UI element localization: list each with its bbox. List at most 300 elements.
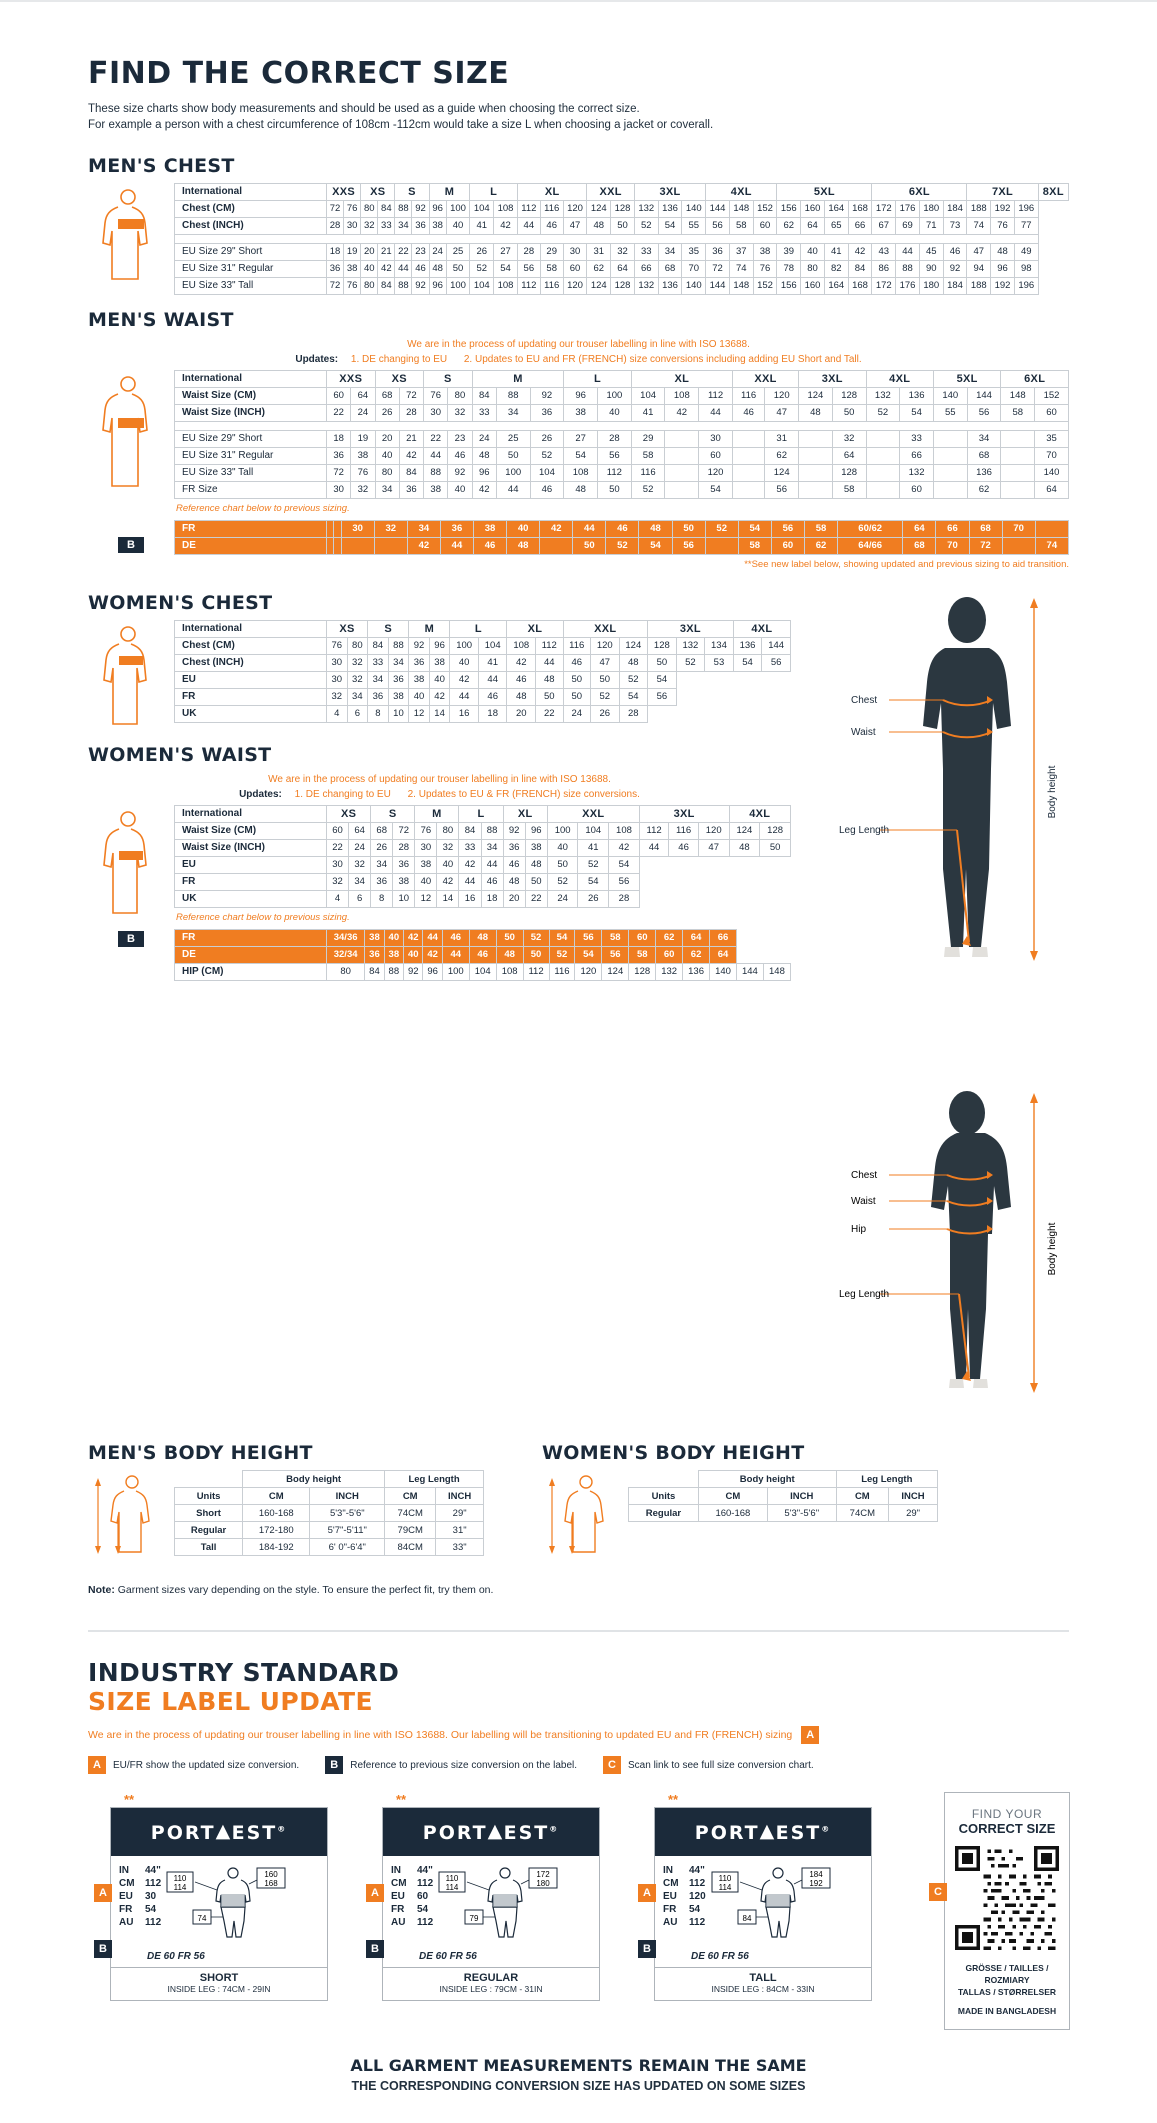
row-label: FR xyxy=(175,689,327,706)
cell: 26 xyxy=(578,891,609,908)
cell: 30 xyxy=(341,521,374,538)
cell: 44 xyxy=(395,261,412,278)
size-conversion-list xyxy=(119,1864,161,1945)
cell: 36 xyxy=(327,261,344,278)
cell: 40 xyxy=(507,521,540,538)
cell: 96 xyxy=(564,388,598,405)
previous-size-row xyxy=(175,521,1069,538)
cell: 64/66 xyxy=(838,538,903,555)
badge-c: C xyxy=(929,1883,947,1901)
cell: 48 xyxy=(587,218,611,235)
legend-item-b xyxy=(325,1756,577,1774)
table-row xyxy=(175,405,1069,422)
label-size-area xyxy=(655,1856,871,1949)
brand-header xyxy=(383,1808,599,1856)
cell: 56 xyxy=(967,405,1001,422)
cell xyxy=(732,431,764,448)
cell: 41 xyxy=(478,655,507,672)
row-label: Tall xyxy=(175,1539,243,1556)
cell: 19 xyxy=(351,431,375,448)
svg-text:114: 114 xyxy=(718,1883,732,1892)
cell: 144 xyxy=(736,964,763,981)
size-group: XXL xyxy=(587,184,635,201)
cell: 46 xyxy=(540,218,563,235)
industry-line-text: We are in the process of updating our trouser labelling in line with ISO 13688. Our labelling will be transitioning to updated EU and FR (FRENCH) sizing xyxy=(88,1728,793,1741)
row-label: FR xyxy=(175,521,327,538)
cell: 50 xyxy=(446,261,470,278)
cell: 42 xyxy=(399,448,423,465)
subheader-inch: INCH xyxy=(436,1488,484,1505)
cell xyxy=(665,448,699,465)
cell: 42 xyxy=(540,521,573,538)
cell: 46 xyxy=(481,874,503,891)
cell: 168 xyxy=(848,278,872,295)
table-header-row xyxy=(175,184,1069,201)
label-body-height: Body height xyxy=(1047,765,1058,819)
cell: 55 xyxy=(933,405,967,422)
cell: 192 xyxy=(991,278,1015,295)
table-row xyxy=(175,874,791,891)
size-group: XL xyxy=(517,184,586,201)
cell: 38 xyxy=(753,244,777,261)
cell: 54 xyxy=(494,261,518,278)
update-prefix: Updates: xyxy=(295,354,339,365)
cell: 14 xyxy=(429,706,450,723)
cell: 124 xyxy=(587,278,611,295)
page-title: FIND THE CORRECT SIZE xyxy=(88,56,510,91)
badge-a: A xyxy=(638,1884,656,1902)
cell: 44 xyxy=(478,672,507,689)
cell: 160 xyxy=(801,201,825,218)
mens-waist-table xyxy=(174,370,1069,499)
womens-chest-body xyxy=(175,638,791,723)
cell: 52 xyxy=(578,857,609,874)
qr-footer xyxy=(955,1962,1059,2017)
cell: 47 xyxy=(967,244,991,261)
cell: 160-168 xyxy=(698,1505,767,1522)
cell xyxy=(665,431,699,448)
row-label: EU Size 31" Regular xyxy=(175,261,327,278)
badge-a: A xyxy=(366,1884,384,1902)
cell: 42 xyxy=(665,405,699,422)
cell: 108 xyxy=(609,823,640,840)
size-row xyxy=(119,1877,161,1890)
cell: 66 xyxy=(936,521,969,538)
cell: 36 xyxy=(706,244,730,261)
cell: 38 xyxy=(429,218,446,235)
cell: 32 xyxy=(361,218,378,235)
badge-a: A xyxy=(88,1756,106,1774)
table-row xyxy=(175,1539,484,1556)
cell xyxy=(866,448,900,465)
brand-name: PORT▲EST® xyxy=(150,1820,288,1844)
cell: 88 xyxy=(395,278,412,295)
cell: 92 xyxy=(530,388,564,405)
cell: 84 xyxy=(378,278,395,295)
cell: 52 xyxy=(676,655,705,672)
cell: 116 xyxy=(540,278,563,295)
cell: 48 xyxy=(525,857,547,874)
cell: 48 xyxy=(507,689,536,706)
spacer-cell xyxy=(175,1471,243,1488)
size-group: 4XL xyxy=(706,184,777,201)
cell xyxy=(1002,538,1035,555)
cell: 40 xyxy=(375,448,399,465)
label-footer xyxy=(655,1967,871,2000)
table-header-row xyxy=(175,1471,484,1488)
cell: 112 xyxy=(517,201,540,218)
label-chest: Chest xyxy=(851,1170,878,1181)
row-label: EU xyxy=(175,857,327,874)
cell: 53 xyxy=(705,655,734,672)
cell: 47 xyxy=(590,655,619,672)
cell: 32 xyxy=(437,840,459,857)
cell: 54 xyxy=(738,521,771,538)
cell: 196 xyxy=(1014,201,1038,218)
cell: 54 xyxy=(658,218,682,235)
cell: 46 xyxy=(448,448,472,465)
cell: 88 xyxy=(496,388,530,405)
cell: 54 xyxy=(900,405,934,422)
cell: 35 xyxy=(682,244,706,261)
cell: 38 xyxy=(365,930,384,947)
cell: 42 xyxy=(848,244,872,261)
size-group: XS xyxy=(327,806,371,823)
cell: 44 xyxy=(442,947,469,964)
cell: 47 xyxy=(563,218,587,235)
size-group: 4XL xyxy=(729,806,790,823)
size-group: 8XL xyxy=(1038,184,1068,201)
cell: 48 xyxy=(991,244,1015,261)
label-figure xyxy=(710,1864,832,1945)
svg-text:79: 79 xyxy=(469,1914,479,1923)
qr-card xyxy=(934,1792,1070,2030)
cell: 46 xyxy=(563,655,590,672)
table-row xyxy=(175,706,791,723)
section-title-womens-body-height: WOMEN'S BODY HEIGHT xyxy=(542,1442,805,1464)
cell: 27 xyxy=(494,244,518,261)
table-row xyxy=(175,655,791,672)
cell: 104 xyxy=(631,388,665,405)
row-label: EU Size 29" Short xyxy=(175,244,327,261)
womens-chest-table xyxy=(174,620,791,723)
size-group: 4XL xyxy=(866,371,933,388)
section-title-mens-body-height: MEN'S BODY HEIGHT xyxy=(88,1442,313,1464)
cell: 52 xyxy=(606,538,639,555)
row-label: FR xyxy=(175,930,327,947)
cell: 34 xyxy=(395,218,412,235)
cell: 80 xyxy=(375,465,399,482)
cell: 128 xyxy=(832,465,866,482)
cell: 33 xyxy=(472,405,496,422)
cell: 35 xyxy=(1035,431,1069,448)
cell: 68 xyxy=(371,823,393,840)
label-cards xyxy=(88,1792,1069,2030)
cell: 104 xyxy=(478,638,507,655)
cell: 71 xyxy=(919,218,943,235)
legend xyxy=(88,1756,1069,1774)
section-title-womens-waist: WOMEN'S WAIST xyxy=(88,744,272,766)
size-row xyxy=(391,1916,433,1929)
badge-c: C xyxy=(603,1756,621,1774)
top-rule xyxy=(0,0,1157,2)
cell: 80 xyxy=(361,201,378,218)
cell: 120 xyxy=(765,388,799,405)
cell: 8 xyxy=(368,706,389,723)
cell: 18 xyxy=(481,891,503,908)
cell: 67 xyxy=(872,218,896,235)
cell: 5'3"-5'6" xyxy=(767,1505,836,1522)
cell: 112 xyxy=(639,823,669,840)
cell: 79CM xyxy=(385,1522,436,1539)
badge-b: B xyxy=(325,1756,343,1774)
size-group: XL xyxy=(503,806,547,823)
womens-waist-body xyxy=(175,823,791,908)
cell: 56 xyxy=(517,261,540,278)
cell: 46 xyxy=(474,538,507,555)
size-key: IN xyxy=(663,1865,673,1876)
svg-text:110: 110 xyxy=(173,1874,187,1883)
size-row xyxy=(663,1864,706,1877)
cell: 164 xyxy=(824,278,848,295)
cell: 46 xyxy=(507,672,536,689)
size-row xyxy=(119,1916,161,1929)
industry-title-2: SIZE LABEL UPDATE xyxy=(88,1687,373,1716)
table-subheader-row xyxy=(629,1488,938,1505)
cell: 100 xyxy=(446,201,470,218)
cell: 140 xyxy=(933,388,967,405)
cell: 41 xyxy=(470,218,494,235)
cell: 32 xyxy=(374,521,407,538)
cell: 132 xyxy=(634,201,658,218)
cell: 56 xyxy=(609,874,640,891)
cell: 24 xyxy=(472,431,496,448)
table-row xyxy=(175,201,1069,218)
label-waist: Waist xyxy=(851,1196,876,1207)
badge-b: B xyxy=(118,537,144,553)
subheader-cm: CM xyxy=(698,1488,767,1505)
male-female-model-diagram xyxy=(819,592,1069,1062)
size-key: CM xyxy=(119,1878,135,1889)
cell: 104 xyxy=(470,278,494,295)
cell: 58 xyxy=(631,448,665,465)
cell: 188 xyxy=(967,201,991,218)
cell: 80 xyxy=(327,964,365,981)
cell: 192 xyxy=(991,201,1015,218)
label-waist: Waist xyxy=(851,727,876,738)
cell: 28 xyxy=(393,840,415,857)
cell xyxy=(866,431,900,448)
previous-size-row xyxy=(175,538,1069,555)
cell: 168 xyxy=(848,201,872,218)
brand-name: PORT▲EST® xyxy=(422,1820,560,1844)
cell: 72 xyxy=(969,538,1002,555)
size-key: EU xyxy=(391,1891,405,1902)
cell: 32 xyxy=(448,405,472,422)
cell: 60 xyxy=(771,538,804,555)
cell: 96 xyxy=(429,201,446,218)
cell: 160 xyxy=(801,278,825,295)
row-label: Waist Size (CM) xyxy=(175,823,327,840)
cell: 116 xyxy=(732,388,764,405)
cell: 84 xyxy=(472,388,496,405)
cell: 74CM xyxy=(385,1505,436,1522)
previous-size-row xyxy=(175,930,791,947)
cell: 34 xyxy=(388,655,409,672)
svg-text:192: 192 xyxy=(809,1879,823,1888)
cell xyxy=(933,448,967,465)
cell: 28 xyxy=(399,405,423,422)
qr-foot-1: GRÖSSE / TAILLES / ROZMIARY xyxy=(965,1963,1049,1985)
table-row xyxy=(175,431,1069,448)
bottom-line-2: THE CORRESPONDING CONVERSION SIZE HAS UPDATED ON SOME SIZES xyxy=(351,2079,806,2093)
svg-text:114: 114 xyxy=(445,1883,459,1892)
cell: 56 xyxy=(762,655,791,672)
cell: 132 xyxy=(866,388,900,405)
cell: 128 xyxy=(611,201,635,218)
cell: 104 xyxy=(469,964,496,981)
cell: 52 xyxy=(530,448,564,465)
cell: 64 xyxy=(349,823,371,840)
cell: 34 xyxy=(375,482,399,499)
size-group: S xyxy=(395,184,429,201)
row-label: EU Size 31" Regular xyxy=(175,448,327,465)
cell: 34/36 xyxy=(327,930,365,947)
brand-header xyxy=(655,1808,871,1856)
cell xyxy=(334,521,341,538)
size-group: L xyxy=(459,806,503,823)
update-line-1: We are in the process of updating our trouser labelling in line with ISO 13688. xyxy=(268,774,611,785)
womens-waist-block xyxy=(88,805,791,925)
intro-text xyxy=(88,101,1069,133)
row-label: EU xyxy=(175,672,327,689)
cell: 52 xyxy=(523,930,549,947)
size-group: 3XL xyxy=(639,806,729,823)
cell: 30 xyxy=(424,405,448,422)
cell: 6' 0"-6'4" xyxy=(310,1539,385,1556)
table-row xyxy=(629,1505,938,1522)
row-label: UK xyxy=(175,706,327,723)
header-international: International xyxy=(175,621,327,638)
size-value: 112 xyxy=(417,1878,434,1889)
svg-text:184: 184 xyxy=(809,1870,823,1879)
cell: 20 xyxy=(361,244,378,261)
size-group: XXL xyxy=(563,621,648,638)
cell: 40 xyxy=(409,689,430,706)
size-group: S xyxy=(371,806,415,823)
cell: 42 xyxy=(472,482,496,499)
table-row xyxy=(175,388,1069,405)
cell: 140 xyxy=(1035,465,1069,482)
cell: 16 xyxy=(450,706,479,723)
cell: 26 xyxy=(530,431,564,448)
size-value: 112 xyxy=(417,1917,434,1928)
cell: 84 xyxy=(368,638,389,655)
cell xyxy=(933,465,967,482)
cell: 128 xyxy=(648,638,677,655)
cell: 34 xyxy=(658,244,682,261)
cell: 90 xyxy=(919,261,943,278)
cell: 40 xyxy=(361,261,378,278)
cell: 48 xyxy=(472,448,496,465)
cell xyxy=(799,448,833,465)
size-group: 3XL xyxy=(799,371,866,388)
cell: 160-168 xyxy=(243,1505,310,1522)
cell xyxy=(705,538,738,555)
mens-waist-prev-block xyxy=(88,520,1069,570)
mens-waist-figure xyxy=(88,370,174,492)
row-label: Waist Size (INCH) xyxy=(175,405,327,422)
update-item-2: 2. Updates to EU and FR (FRENCH) size conversions including adding EU Short and Tall. xyxy=(463,354,862,365)
cell: 74 xyxy=(967,218,991,235)
cell: 128 xyxy=(611,278,635,295)
cell: 94 xyxy=(967,261,991,278)
qr-code[interactable] xyxy=(955,1846,1059,1950)
womens-waist-previous-table xyxy=(174,929,791,981)
fit-name: SHORT xyxy=(199,1972,239,1984)
cell: 38 xyxy=(474,521,507,538)
cell: 22 xyxy=(536,706,563,723)
cell: 40 xyxy=(384,930,403,947)
cell: 64 xyxy=(611,261,635,278)
cell: 32 xyxy=(349,857,371,874)
size-value: 44" xyxy=(145,1865,161,1876)
cell: 36 xyxy=(503,840,525,857)
cell: 42 xyxy=(378,261,395,278)
womens-chest-figure xyxy=(88,620,174,730)
cell: 98 xyxy=(1014,261,1038,278)
cell: 84 xyxy=(459,823,481,840)
cell: 70 xyxy=(1002,521,1035,538)
cell: 29" xyxy=(889,1505,938,1522)
label-body xyxy=(654,1807,872,2001)
mens-waist-footnote: **See new label below, showing updated and previous sizing to aid transition. xyxy=(744,559,1069,570)
cell: 54 xyxy=(699,482,733,499)
mens-waist-body xyxy=(175,388,1069,499)
cell: 56 xyxy=(765,482,799,499)
cell: 124 xyxy=(619,638,648,655)
cell: 60 xyxy=(629,930,656,947)
cell: 32 xyxy=(327,874,349,891)
cell: 136 xyxy=(658,278,682,295)
cell: 43 xyxy=(872,244,896,261)
mens-waist-ref-note: Reference chart below to previous sizing. xyxy=(176,503,350,514)
cell: 88 xyxy=(481,823,503,840)
cell: 108 xyxy=(564,465,598,482)
cell: 108 xyxy=(494,201,518,218)
cell: 124 xyxy=(602,964,629,981)
size-group: L xyxy=(450,621,507,638)
note-text: Garment sizes vary depending on the style. To ensure the perfect fit, try them on. xyxy=(114,1584,494,1596)
cell: 60 xyxy=(753,218,777,235)
cell: 52 xyxy=(590,689,619,706)
cell: 140 xyxy=(682,201,706,218)
spacer-row xyxy=(175,235,1069,244)
cell: 40 xyxy=(450,655,479,672)
mens-height-figure xyxy=(88,1470,174,1558)
table-row xyxy=(175,465,1069,482)
table-row xyxy=(175,261,1069,278)
cell: 60 xyxy=(1035,405,1069,422)
cell: 56 xyxy=(648,689,677,706)
cell: 48 xyxy=(503,874,525,891)
cell: 60 xyxy=(900,482,934,499)
cell: 66 xyxy=(634,261,658,278)
cell: 40 xyxy=(404,947,423,964)
cell: 31" xyxy=(436,1522,484,1539)
industry-title-1: INDUSTRY STANDARD xyxy=(88,1658,400,1687)
cell: 62 xyxy=(765,448,799,465)
